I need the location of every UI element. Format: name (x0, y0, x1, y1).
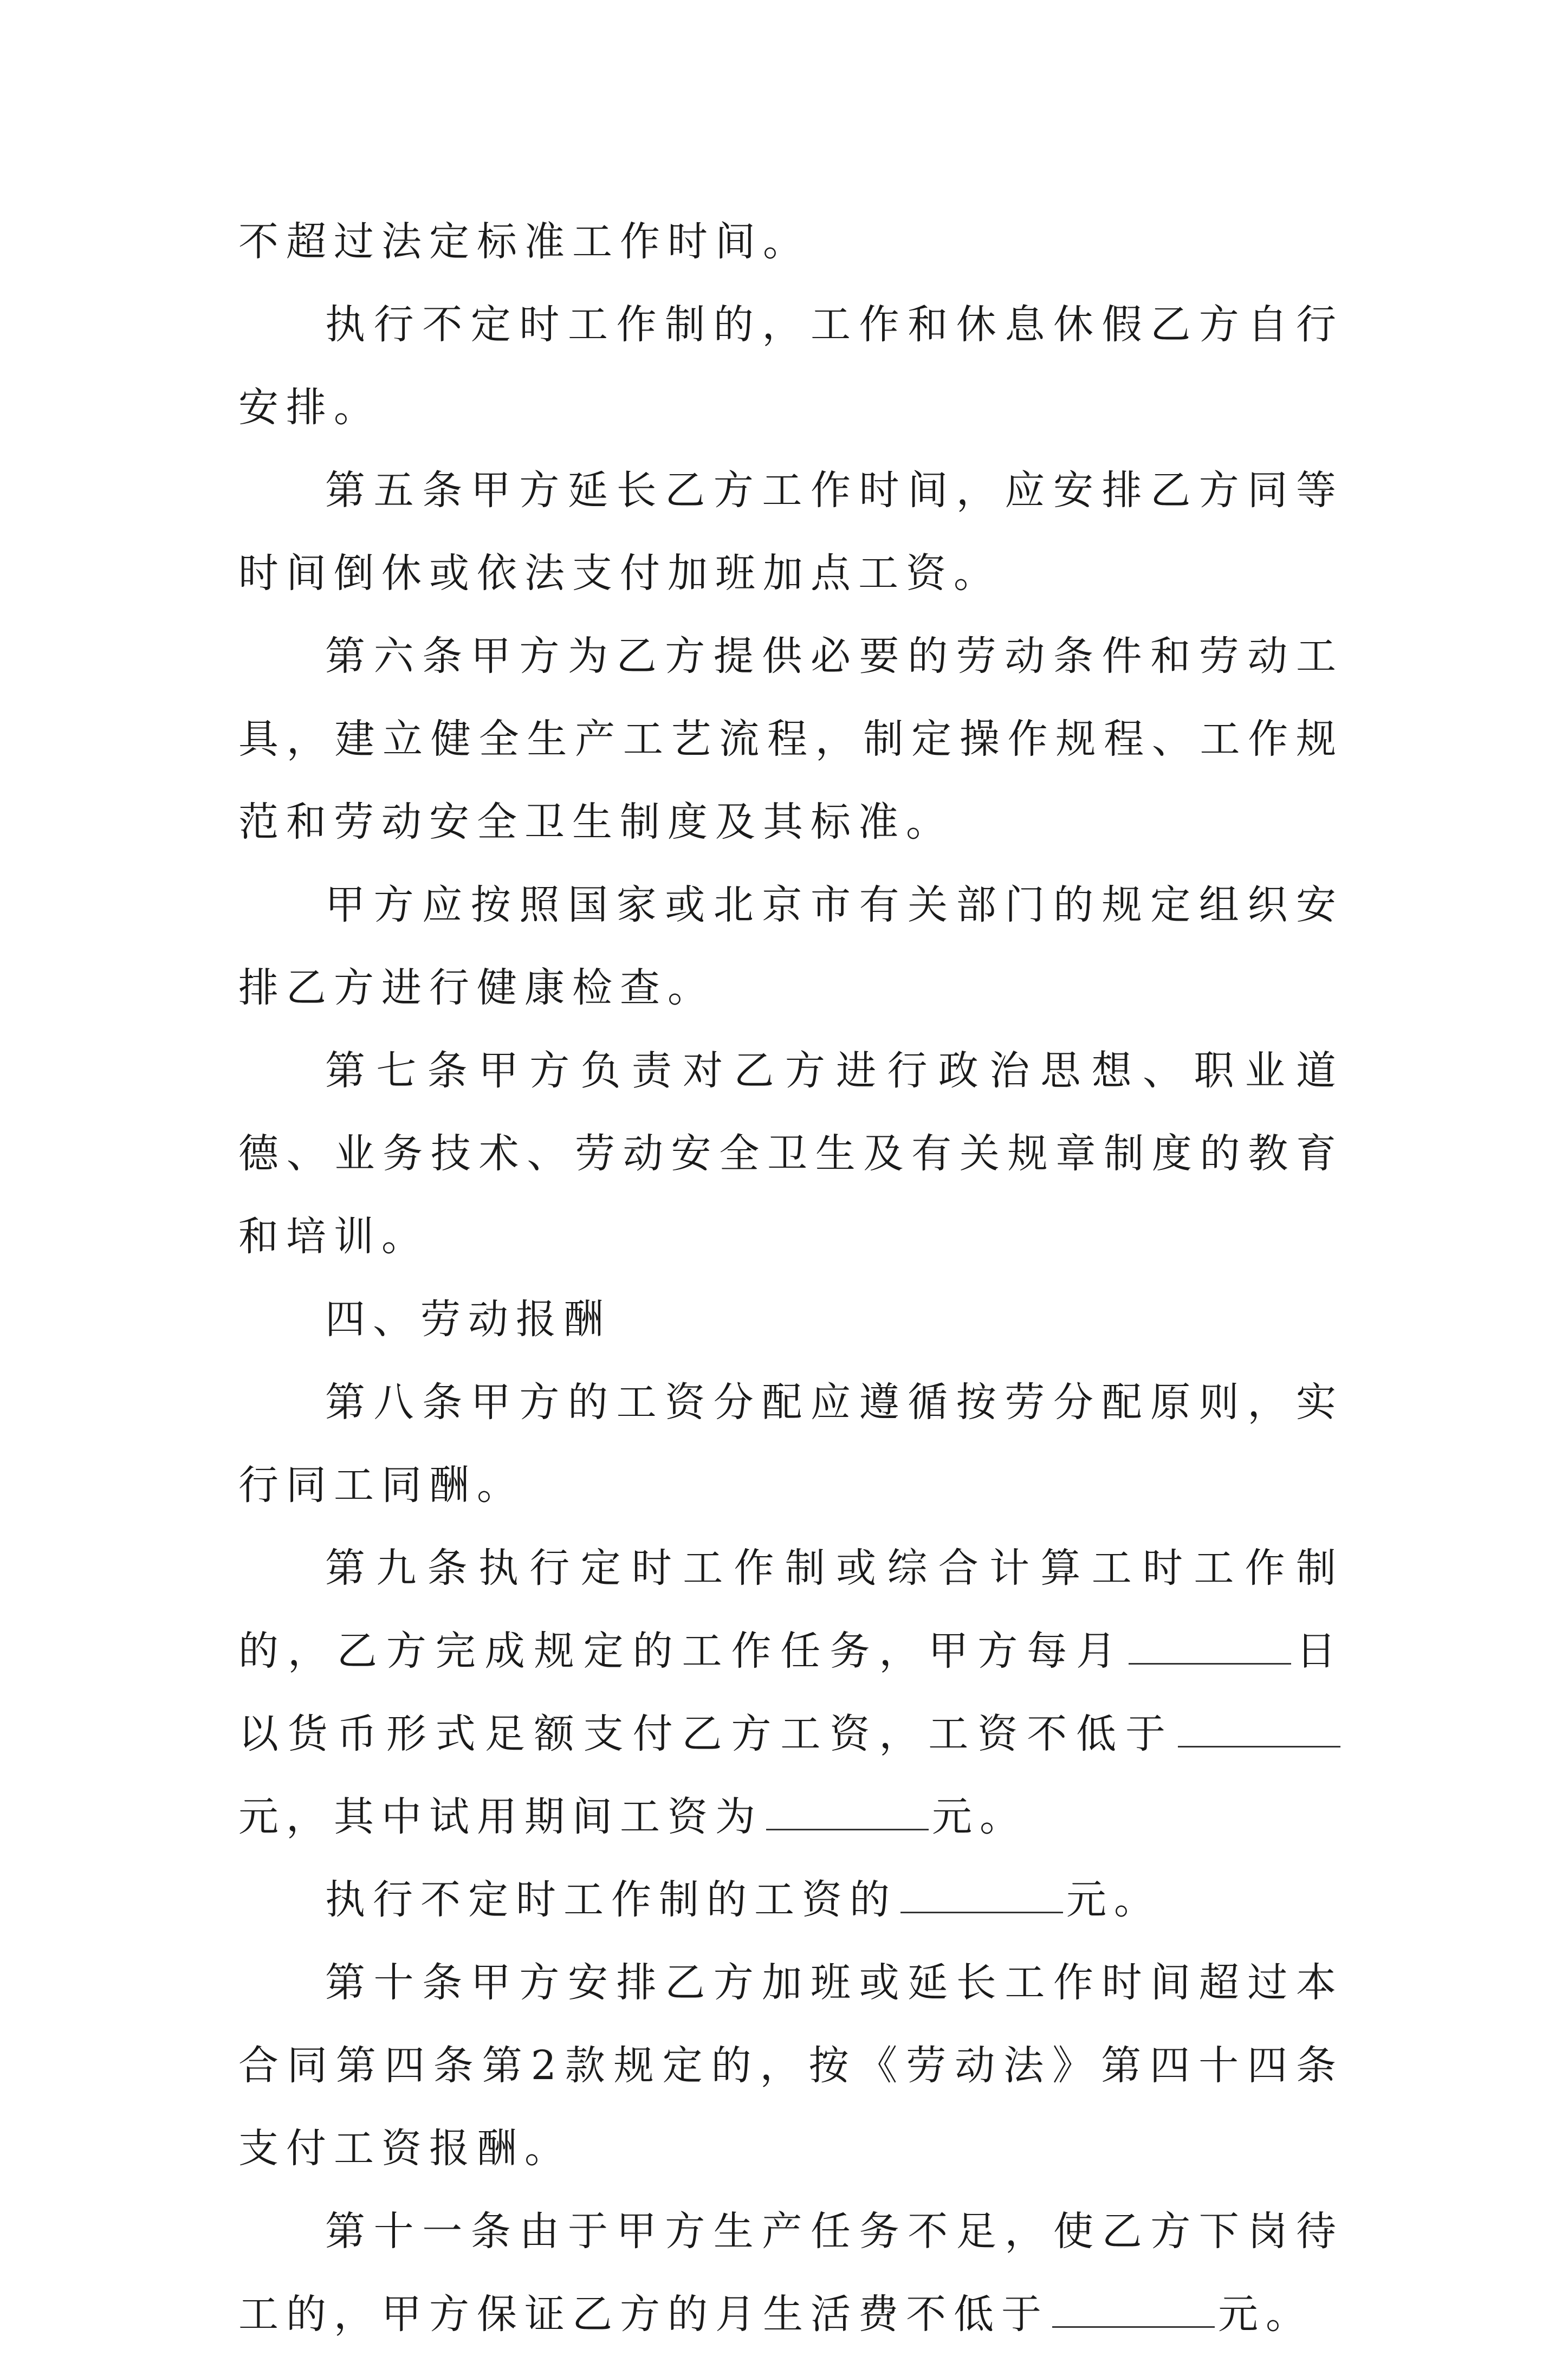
paragraph-article-8: 第八条甲方的工资分配应遵循按劳分配原则，实行同工同酬。 (238, 1379, 1344, 1509)
paragraph-working-hours-limit: 不超过法定标准工作时间。 (238, 218, 811, 265)
paragraph-article-11: 第十一条由于甲方生产任务不足，使乙方下岗待工的，甲方保证乙方的月生活费不低于 元。 (238, 2208, 1344, 2338)
paragraph-article-10: 第十条甲方安排乙方加班或延长工作时间超过本合同第四条第2款规定的，按《劳动法》第四十四条支付工资报酬。 (238, 1959, 1344, 2172)
paragraph-flexible-hours: 执行不定时工作制的，工作和休息休假乙方自行安排。 (238, 301, 1344, 431)
paragraph-article-9: 第九条执行定时工作制或综合计算工时工作制的，乙方完成规定的工作任务，甲方每月 日以货币形式足额支付乙方工资，工资不低于元，其中试用期间工资为 元。 (238, 1545, 1344, 1840)
blank-pay-day-field[interactable] (1129, 1630, 1291, 1665)
blank-probation-wage-field[interactable] (766, 1796, 929, 1830)
paragraph-article-7: 第七条甲方负责对乙方进行政治思想、职业道德、业务技术、劳动安全卫生及有关规章制度的教育和培训。 (238, 1047, 1344, 1260)
paragraph-article-6: 第六条甲方为乙方提供必要的劳动条件和劳动工具，建立健全生产工艺流程，制定操作规程、工作规范和劳动安全卫生制度及其标准。 (238, 633, 1344, 845)
blank-minimum-wage-field[interactable] (1178, 1713, 1340, 1747)
blank-flexible-wage-field[interactable] (900, 1879, 1063, 1913)
paragraph-health-check: 甲方应按照国家或北京市有关部门的规定组织安排乙方进行健康检查。 (238, 882, 1344, 1011)
paragraph-flexible-wage: 执行不定时工作制的工资的 元。 (325, 1876, 1162, 1923)
blank-living-allowance-field[interactable] (1052, 2294, 1215, 2328)
document-body (238, 200, 1344, 2356)
section-heading-labor-remuneration: 四、劳动报酬 (325, 1296, 611, 1343)
paragraph-article-5: 第五条甲方延长乙方工作时间，应安排乙方同等时间倒休或依法支付加班加点工资。 (238, 467, 1344, 597)
